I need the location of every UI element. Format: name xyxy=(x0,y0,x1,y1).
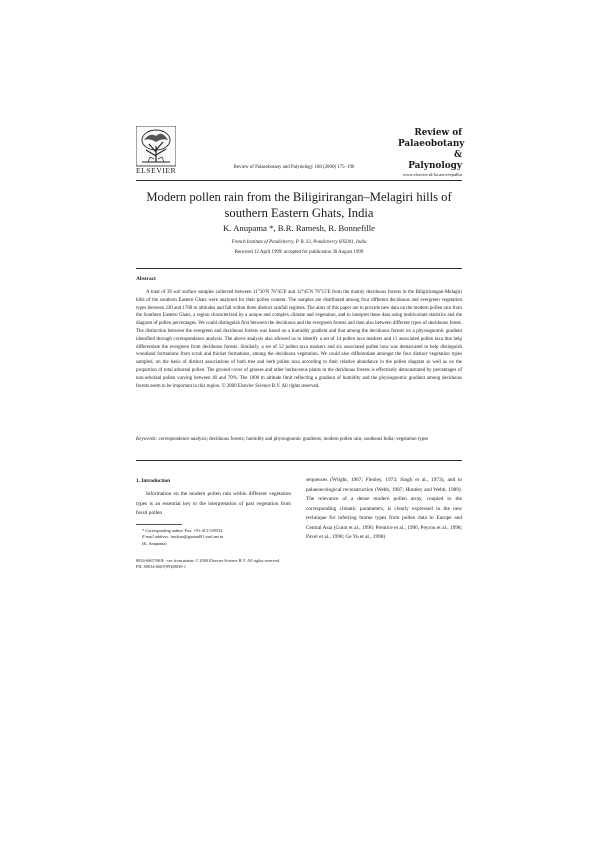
footnote-author-name: (K. Anupama) xyxy=(142,540,167,546)
front-matter xyxy=(136,558,462,571)
introduction-right-column: sequences (Wright, 1967; Flenley, 1973; Singh et al., 1973), and to palaeoecological reconstruction (Webb, 1987; Huntley and Webb, 1989). The relevance of a dense modern pollen array, coupled to the corresponding climatic parameters, is clearly expressed in the new technique for inferring biome types from pollen data in Europe and Central Asia (Guiot et al., 1996; Prentice et al., 1996, Peyron et al., 1998; Pavel et al., 1998; Ge Yu et al., 1998) xyxy=(306,477,462,540)
journal-name-line: & Palynology xyxy=(408,150,462,171)
elsevier-logo-tree-icon xyxy=(136,126,176,170)
abstract-heading: Abstract xyxy=(136,276,156,282)
footnote-divider xyxy=(136,524,182,525)
pii-line: PII: S0034-6667(99)00039-1 xyxy=(136,564,187,570)
corresponding-author-note: * Corresponding author. Fax: +91-413-339534. xyxy=(142,528,224,533)
header-divider xyxy=(136,180,462,181)
article-authors: K. Anupama *, B.R. Ramesh, R. Bonnefille xyxy=(222,223,376,233)
abstract-top-divider xyxy=(136,268,462,269)
abstract-bottom-divider xyxy=(136,460,462,461)
keywords-list: correspondence analysis; deciduous forests; humidity and physiognomic gradients; modern pollen rain; southeast India; vegetation types xyxy=(158,437,429,442)
received-accepted-dates: Received 12 April 1999; accepted for publication 30 August 1999 xyxy=(234,250,364,255)
issn-line: 0034-6667/00/$ - see front matter © 2000 Elsevier Science B.V. All rights reserved. xyxy=(136,558,281,563)
journal-name xyxy=(398,128,465,172)
article-title: Modern pollen rain from the Biligirirangan–Melagiri hills of southern Eastern Ghats, India xyxy=(146,190,452,220)
author-affiliation: French Institute of Pondicherry, P. B. 33, Pondicherry 605001, India xyxy=(231,240,367,245)
abstract-body: A total of 39 soil surface samples collected between 11°30'N 76°45'E and 12°45'N 78°15'E from the mainly deciduous forests in the Biligirirangan-Melagiri hills of the southern Eastern Ghats were analysed for their pollen content. The samples are distributed among four different deciduous and evergreen vegetation types between 230 and 1700 m altitudes and fall within three distinct rainfall regimes. The aims of this paper are to provide new data on the modern pollen rain from the Southern Eastern Ghats, a region characterized by a unique and complex climate and vegetation, and to interpret these data using multivariate statistics and the diagram of pollen percentages. We could distinguish first between the deciduous and the evergreen forests and then also between different types of deciduous forest. The distinction between the evergreen and deciduous forests was based on a humidity gradient and that among the deciduous forests on a physiognomic gradient identified through correspondence analysis. The above analysis also allowed us to identify a set of 14 pollen taxa markers and 11 associated pollen taxa that help differentiate the evergreen from deciduous forests. Similarly, a set of 12 pollen taxa markers and six associated pollen taxa was demarcated to help distinguish woodland formations from scrub and thicket formations, among the deciduous vegetation. We could also differentiate amongst the four distinct vegetation types sampled, on the basis of distinct associations of both tree and herb pollen taxa according to their relative abundance in the pollen diagram as well as on the proportion of total arboreal pollen. The ground cover of grasses and other herbaceous plants in the deciduous forests is effectively demonstrated by percentages of non-arboreal pollen varying between 40 and 70%. The 1000 m altitude limit reflecting a gradient of humidity and the physiognomic gradient among deciduous forests seem to be important in this region. © 2000 Elsevier Science B.V. All rights reserved. xyxy=(136,290,462,389)
journal-name-line: Review of xyxy=(414,128,462,138)
journal-name-line: Palaeobotany xyxy=(398,139,465,149)
journal-citation: Review of Palaeobotany and Palynology 108 (2000) 175–196 xyxy=(233,165,355,170)
email-address[interactable]: instfran@giasmd01.vsnl.net.in xyxy=(170,534,224,540)
keywords xyxy=(136,436,462,444)
footnote xyxy=(136,528,291,547)
email-label: E-mail address: xyxy=(142,534,170,540)
section-heading: 1. Introduction xyxy=(136,478,171,484)
keywords-label: Keywords: xyxy=(136,437,158,442)
publisher-name: ELSEVIER xyxy=(136,166,177,175)
introduction-left-column: Information on the modern pollen rain within different vegetation types is an essential key to the interpretation of past vegetation from fossil pollen xyxy=(136,491,291,516)
journal-url-link[interactable]: www.elsevier.nl/locate/revpalbo xyxy=(402,172,462,177)
